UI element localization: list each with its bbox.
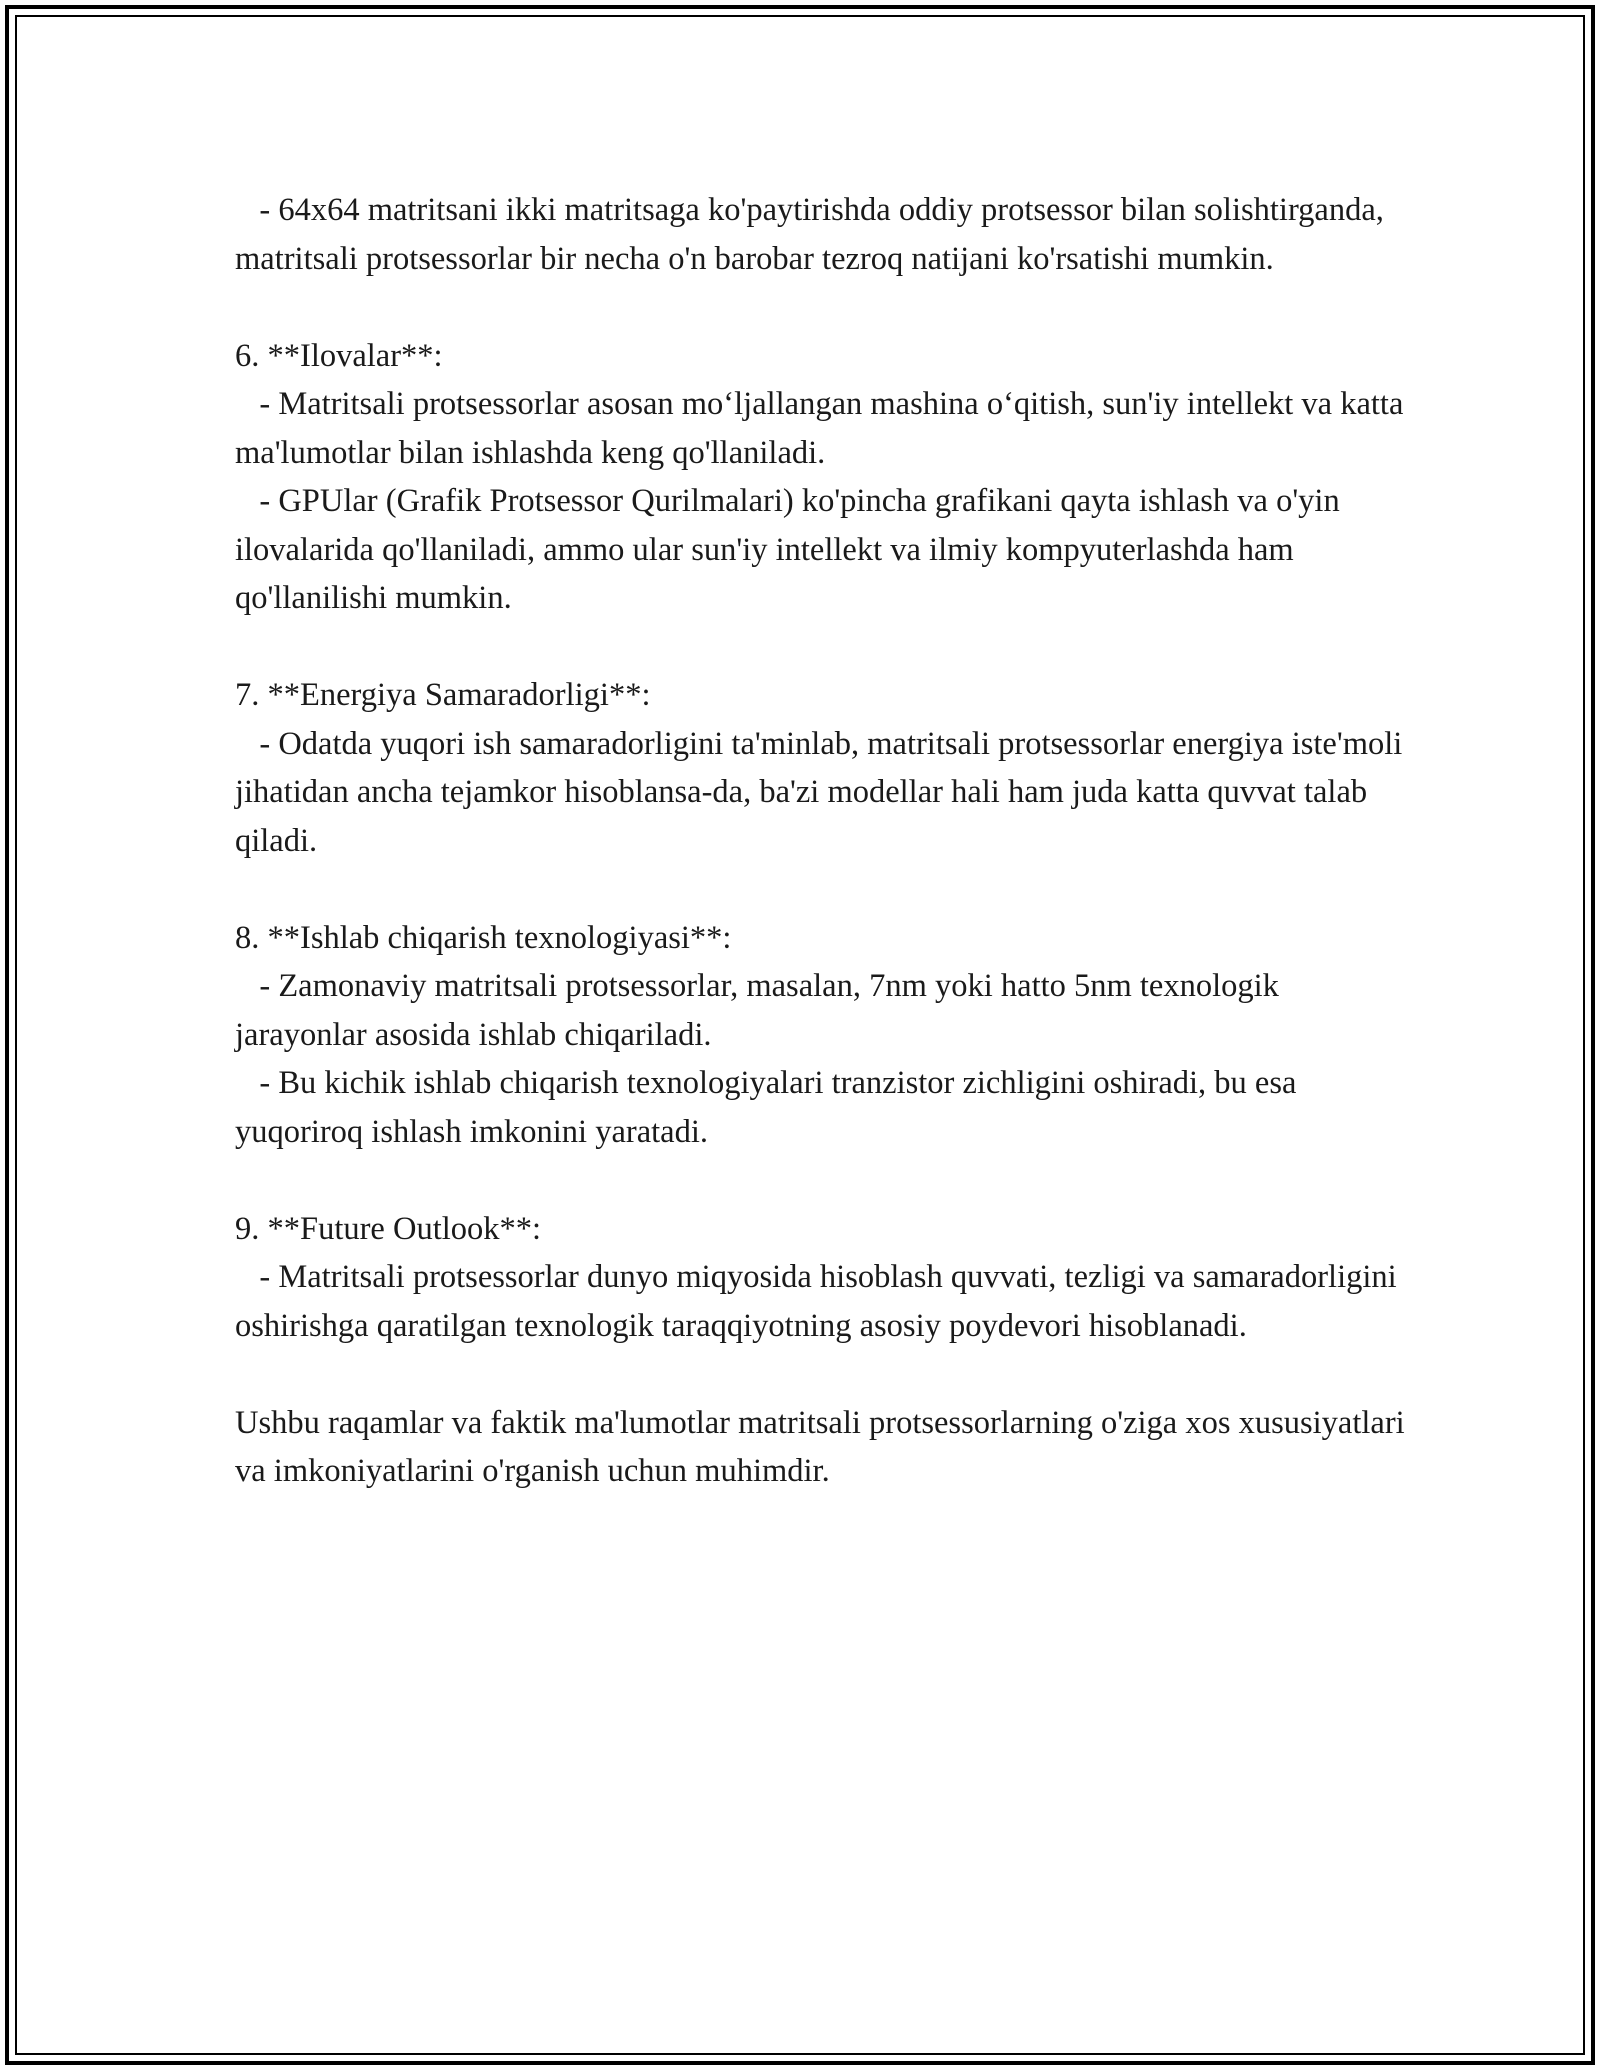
conclusion-paragraph: Ushbu raqamlar va faktik ma'lumotlar matritsali protsessorlarning o'ziga xos xususiyatlari va imkoniyatlarini o'rganish uchun muhimdir. (235, 1404, 1413, 1489)
paragraph-gap (235, 1156, 1415, 1205)
section-7-bullet-1: - Odatda yuqori ish samaradorligini ta'minlab, matritsali protsessorlar energiya iste'moli jihatidan ancha tejamkor hisoblansa-da, ba'zi modellar hali ham juda katta quvvat talab qiladi. (235, 725, 1411, 859)
paragraph-gap (235, 283, 1415, 332)
section-6-bullet-2: - GPUlar (Grafik Protsessor Qurilmalari) ko'pincha grafikani qayta ishlash va o'yin ilovalarida qo'llaniladi, ammo ular sun'iy intellekt va ilmiy kompyuterlashda ham qo'llanilishi mumkin. (235, 483, 1348, 616)
document-body (235, 186, 1415, 1496)
section-6-bullet-1: - Matritsali protsessorlar asosan mo‘ljallangan mashina o‘qitish, sun'iy intellekt va katta ma'lumotlar bilan ishlashda keng qo'llaniladi. (235, 386, 1412, 471)
section-8-heading: 8. **Ishlab chiqarish texnologiyasi**: (235, 919, 732, 956)
paragraph-gap (235, 1350, 1415, 1399)
intro-bullet: - 64x64 matritsani ikki matritsaga ko'paytirishda oddiy protsessor bilan solishtirganda, matritsali protsessorlar bir necha o'n barobar tezroq natijani ko'rsatishi mumkin. (235, 192, 1393, 277)
section-7-heading: 7. **Energiya Samaradorligi**: (235, 677, 651, 713)
section-6-heading: 6. **Ilovalar**: (235, 337, 443, 374)
section-9-bullet-1: - Matritsali protsessorlar dunyo miqyosida hisoblash quvvati, tezligi va samaradorligini oshirishga qaratilgan texnologik taraqqiyotning asosiy poydevori hisoblanadi. (235, 1259, 1405, 1344)
section-8-bullet-1: - Zamonaviy matritsali protsessorlar, masalan, 7nm yoki hatto 5nm texnologik jarayonlar asosida ishlab chiqariladi. (235, 968, 1288, 1053)
section-8-bullet-2: - Bu kichik ishlab chiqarish texnologiyalari tranzistor zichligini oshiradi, bu esa yuqoriroq ishlash imkonini yaratadi. (235, 1065, 1305, 1150)
paragraph-gap (235, 865, 1415, 914)
paragraph-gap (235, 623, 1415, 672)
section-9-heading: 9. **Future Outlook**: (235, 1210, 542, 1247)
